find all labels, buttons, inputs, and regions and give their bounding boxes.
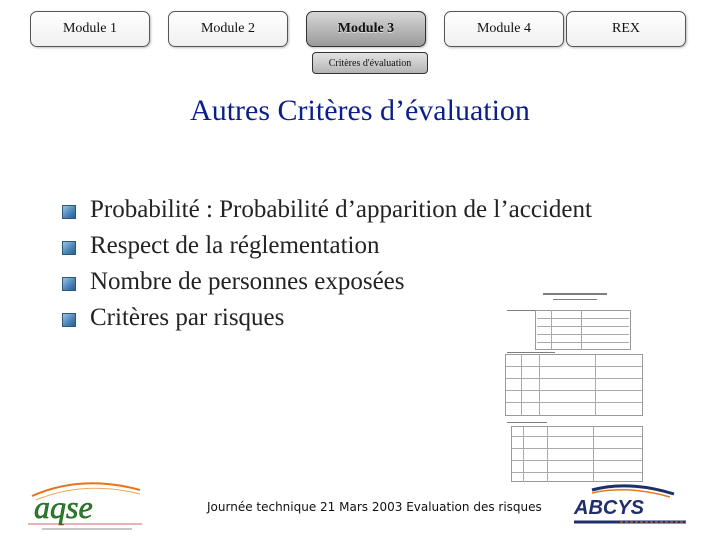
square-bullet-icon (62, 205, 76, 219)
aqse-logo (22, 476, 172, 538)
bullet-text: Nombre de personnes exposées (90, 268, 405, 295)
tab-module-3[interactable]: Module 3 (306, 11, 426, 47)
bullet-item (62, 228, 602, 264)
abcys-logo (570, 484, 690, 532)
bullet-item (62, 192, 602, 228)
square-bullet-icon (62, 277, 76, 291)
svg-text:aqse: aqse (34, 489, 93, 525)
footer-text: Journée technique 21 Mars 2003 Evaluation des risques (207, 500, 542, 514)
bullet-text: Probabilité : Probabilité d’apparition de l’accident (90, 196, 592, 223)
criteria-document-thumbnail (505, 288, 643, 484)
tab-module-1[interactable]: Module 1 (30, 11, 150, 47)
bullet-text: Respect de la réglementation (90, 232, 380, 259)
tab-module-2[interactable]: Module 2 (168, 11, 288, 47)
subtab-criteres-evaluation[interactable]: Critères d'évaluation (312, 52, 428, 74)
square-bullet-icon (62, 313, 76, 327)
svg-text:ABCYS: ABCYS (574, 497, 645, 519)
tab-rex[interactable]: REX (566, 11, 686, 47)
tab-module-4[interactable]: Module 4 (444, 11, 564, 47)
square-bullet-icon (62, 241, 76, 255)
slide-title: Autres Critères d’évaluation (190, 94, 530, 127)
bullet-text: Critères par risques (90, 304, 285, 331)
